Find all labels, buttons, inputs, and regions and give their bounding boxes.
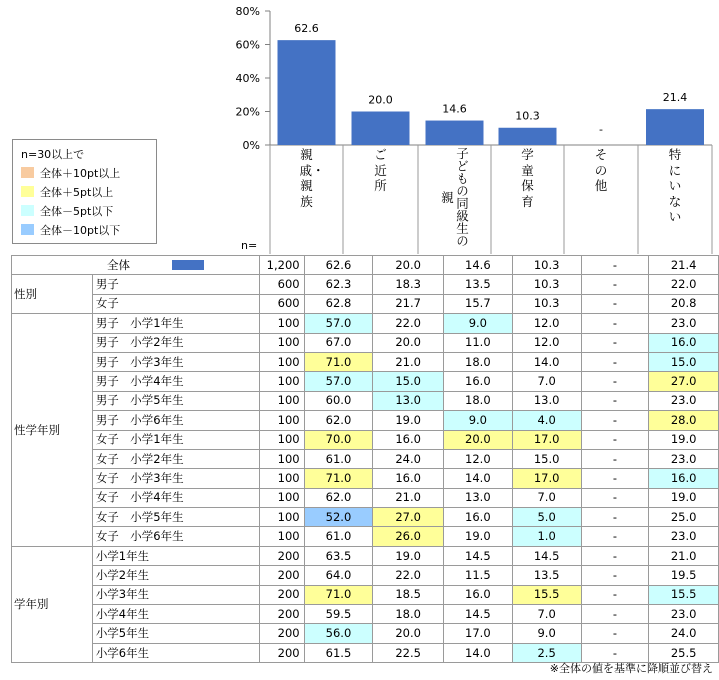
row-label: 男子 小学4年生	[92, 372, 259, 391]
bar-value-label: 20.0	[368, 93, 393, 107]
table-cell: 23.0	[649, 527, 719, 546]
bar	[646, 109, 704, 145]
table-cell: 24.0	[649, 624, 719, 643]
table-cell: 14.6	[443, 256, 512, 275]
row-n: 100	[260, 430, 304, 449]
table-cell: 20.0	[373, 333, 444, 352]
table-cell: 10.3	[512, 256, 581, 275]
table-cell: 4.0	[512, 411, 581, 430]
table-cell: 19.0	[373, 411, 444, 430]
table-cell: -	[581, 256, 649, 275]
table-cell: 21.7	[373, 294, 444, 313]
table-row	[12, 546, 719, 565]
legend-label: 全体－10pt以下	[40, 224, 121, 237]
table-cell: 20.0	[443, 430, 512, 449]
table-cell: 20.0	[373, 624, 444, 643]
table-cell: 18.0	[373, 605, 444, 624]
table-cell: 14.5	[512, 546, 581, 565]
table-cell: 24.0	[373, 449, 444, 468]
legend-label: 全体－5pt以下	[40, 205, 114, 218]
table-cell: 21.0	[373, 352, 444, 371]
row-n: 100	[260, 314, 304, 333]
table-cell: 9.0	[443, 314, 512, 333]
table-cell: 10.3	[512, 294, 581, 313]
legend-item	[21, 222, 151, 238]
table-cell: 67.0	[304, 333, 373, 352]
category-label: 特にいない	[668, 147, 682, 224]
data-table	[11, 255, 719, 663]
table-row	[12, 488, 719, 507]
row-label: 男子 小学3年生	[92, 352, 259, 371]
table-cell: 19.0	[373, 546, 444, 565]
table-cell: -	[581, 643, 649, 662]
table-cell: 23.0	[649, 391, 719, 410]
table-row	[12, 469, 719, 488]
legend-label: 全体＋5pt以上	[40, 186, 114, 199]
row-label: 小学4年生	[92, 605, 259, 624]
table-cell: 2.5	[512, 643, 581, 662]
category-label: 親戚・親族	[299, 147, 325, 209]
row-label: 男子	[92, 275, 259, 294]
row-label: 男子 小学2年生	[92, 333, 259, 352]
table-cell: -	[581, 411, 649, 430]
table-cell: 22.0	[373, 566, 444, 585]
row-label: 小学1年生	[92, 546, 259, 565]
table-cell: 59.5	[304, 605, 373, 624]
bar	[278, 40, 336, 145]
table-cell: 70.0	[304, 430, 373, 449]
table-cell: 56.0	[304, 624, 373, 643]
row-label: 全体	[12, 256, 260, 275]
table-cell: -	[581, 527, 649, 546]
table-cell: 13.5	[443, 275, 512, 294]
table-cell: 5.0	[512, 508, 581, 527]
table-cell: 13.0	[443, 488, 512, 507]
table-row	[12, 391, 719, 410]
row-label: 小学5年生	[92, 624, 259, 643]
group-label: 性別	[12, 275, 93, 314]
table-row	[12, 624, 719, 643]
table-cell: -	[581, 605, 649, 624]
table-row	[12, 508, 719, 527]
table-row	[12, 605, 719, 624]
category-label: 子どもの同級生の親	[439, 147, 470, 247]
row-n: 100	[260, 449, 304, 468]
n-header: n=	[241, 239, 258, 252]
table-cell: 23.0	[649, 449, 719, 468]
table-cell: 16.0	[373, 430, 444, 449]
table-cell: -	[581, 294, 649, 313]
table-cell: 13.0	[512, 391, 581, 410]
table-cell: -	[581, 391, 649, 410]
table-cell: 61.0	[304, 449, 373, 468]
y-tick-label: 40%	[235, 72, 260, 85]
table-cell: 18.0	[443, 352, 512, 371]
table-cell: 27.0	[649, 372, 719, 391]
legend-swatch	[21, 205, 34, 216]
category-label: 学童保育	[521, 147, 534, 209]
row-label: 男子 小学6年生	[92, 411, 259, 430]
table-cell: 20.0	[373, 256, 444, 275]
bar	[352, 112, 410, 146]
row-label: 女子 小学2年生	[92, 449, 259, 468]
row-label: 女子 小学6年生	[92, 527, 259, 546]
table-cell: 12.0	[443, 449, 512, 468]
table-cell: 61.0	[304, 527, 373, 546]
legend-item	[21, 184, 151, 200]
table-cell: 22.5	[373, 643, 444, 662]
row-n: 100	[260, 352, 304, 371]
table-cell: 16.0	[443, 508, 512, 527]
legend-item	[21, 203, 151, 219]
table-cell: 71.0	[304, 352, 373, 371]
row-n: 200	[260, 566, 304, 585]
table-row	[12, 585, 719, 604]
table-cell: 52.0	[304, 508, 373, 527]
table-cell: 14.5	[443, 546, 512, 565]
row-n: 100	[260, 372, 304, 391]
y-tick-label: 20%	[235, 105, 260, 119]
table-cell: 64.0	[304, 566, 373, 585]
table-cell: 62.6	[304, 256, 373, 275]
row-n: 600	[260, 275, 304, 294]
table-row	[12, 333, 719, 352]
table-cell: -	[581, 508, 649, 527]
table-cell: 25.0	[649, 508, 719, 527]
table-cell: 9.0	[443, 411, 512, 430]
table-cell: 11.5	[443, 566, 512, 585]
y-tick-label: 80%	[235, 5, 260, 18]
legend-title: n=30以上で	[21, 148, 85, 161]
table-cell: 14.5	[443, 605, 512, 624]
table-row	[12, 314, 719, 333]
row-n: 200	[260, 643, 304, 662]
y-tick-label: 0%	[242, 139, 260, 152]
table-cell: 19.0	[649, 488, 719, 507]
legend-swatch	[21, 224, 34, 235]
legend-item	[21, 165, 151, 181]
table-cell: 15.0	[649, 352, 719, 371]
row-label: 小学2年生	[92, 566, 259, 585]
row-n: 100	[260, 411, 304, 430]
table-cell: 71.0	[304, 585, 373, 604]
table-cell: 25.5	[649, 643, 719, 662]
legend-label: 全体＋10pt以上	[40, 167, 121, 180]
table-cell: 12.0	[512, 314, 581, 333]
table-cell: 15.0	[512, 449, 581, 468]
group-label: 学年別	[12, 546, 93, 662]
table-cell: 16.0	[649, 469, 719, 488]
row-label: 女子 小学5年生	[92, 508, 259, 527]
table-cell: 7.0	[512, 372, 581, 391]
table-row	[12, 411, 719, 430]
table-cell: 16.0	[443, 372, 512, 391]
table-row	[12, 275, 719, 294]
table-cell: 17.0	[443, 624, 512, 643]
row-n: 200	[260, 546, 304, 565]
row-n: 100	[260, 391, 304, 410]
table-cell: 62.8	[304, 294, 373, 313]
row-n: 100	[260, 333, 304, 352]
table-cell: -	[581, 430, 649, 449]
table-cell: 14.0	[443, 643, 512, 662]
table-cell: -	[581, 585, 649, 604]
table-cell: -	[581, 566, 649, 585]
table-cell: -	[581, 314, 649, 333]
row-n: 100	[260, 527, 304, 546]
table-cell: 61.5	[304, 643, 373, 662]
table-cell: 27.0	[373, 508, 444, 527]
legend-swatch	[21, 186, 34, 197]
table-cell: 19.0	[649, 430, 719, 449]
table-cell: 57.0	[304, 314, 373, 333]
table-cell: 20.8	[649, 294, 719, 313]
table-cell: 21.0	[649, 546, 719, 565]
table-cell: 14.0	[443, 469, 512, 488]
table-cell: 62.0	[304, 488, 373, 507]
table-cell: 23.0	[649, 605, 719, 624]
table-cell: 62.0	[304, 411, 373, 430]
row-label: 男子 小学1年生	[92, 314, 259, 333]
table-row	[12, 527, 719, 546]
legend	[12, 139, 157, 244]
bar	[426, 121, 484, 145]
table-cell: 21.0	[373, 488, 444, 507]
table-cell: 62.3	[304, 275, 373, 294]
table-cell: 16.0	[443, 585, 512, 604]
row-label: 小学3年生	[92, 585, 259, 604]
bar-value-label: 14.6	[442, 102, 467, 116]
row-label: 女子 小学3年生	[92, 469, 259, 488]
table-row	[12, 352, 719, 371]
table-row	[12, 449, 719, 468]
table-cell: -	[581, 333, 649, 352]
table-cell: 15.5	[512, 585, 581, 604]
table-row	[12, 372, 719, 391]
legend-swatch	[21, 167, 34, 178]
table-cell: -	[581, 275, 649, 294]
table-cell: -	[581, 469, 649, 488]
y-tick-label: 60%	[235, 38, 260, 52]
table-cell: 16.0	[373, 469, 444, 488]
table-cell: 63.5	[304, 546, 373, 565]
footnote: ※全体の値を基準に降順並び替え	[549, 662, 713, 675]
table-cell: 22.0	[649, 275, 719, 294]
row-label: 男子 小学5年生	[92, 391, 259, 410]
table-cell: 17.0	[512, 430, 581, 449]
table-cell: 23.0	[649, 314, 719, 333]
table-cell: 7.0	[512, 605, 581, 624]
table-cell: 19.5	[649, 566, 719, 585]
table-row	[12, 430, 719, 449]
table-cell: 26.0	[373, 527, 444, 546]
table-cell: 22.0	[373, 314, 444, 333]
table-cell: 28.0	[649, 411, 719, 430]
row-n: 600	[260, 294, 304, 313]
table-cell: 57.0	[304, 372, 373, 391]
table-cell: 10.3	[512, 275, 581, 294]
table-cell: 7.0	[512, 488, 581, 507]
row-n: 200	[260, 605, 304, 624]
table-cell: -	[581, 488, 649, 507]
table-cell: 71.0	[304, 469, 373, 488]
table-cell: 12.0	[512, 333, 581, 352]
table-cell: 19.0	[443, 527, 512, 546]
table-cell: 13.0	[373, 391, 444, 410]
row-n: 200	[260, 585, 304, 604]
bar-value-label: 21.4	[662, 91, 688, 105]
group-label: 性学年別	[12, 314, 93, 547]
table-cell: 16.0	[649, 333, 719, 352]
row-n: 200	[260, 624, 304, 643]
table-cell: 15.7	[443, 294, 512, 313]
table-cell: 9.0	[512, 624, 581, 643]
table-cell: 18.0	[443, 391, 512, 410]
table-row	[12, 566, 719, 585]
row-n: 100	[260, 488, 304, 507]
table-cell: 1.0	[512, 527, 581, 546]
bar-value-label: -	[599, 123, 603, 136]
row-n: 100	[260, 469, 304, 488]
table-cell: 14.0	[512, 352, 581, 371]
table-cell: -	[581, 449, 649, 468]
table-cell: 15.5	[649, 585, 719, 604]
table-cell: 17.0	[512, 469, 581, 488]
bar	[499, 128, 557, 145]
table-cell: -	[581, 624, 649, 643]
table-cell: -	[581, 352, 649, 371]
table-cell: 60.0	[304, 391, 373, 410]
row-n: 1,200	[260, 256, 304, 275]
table-cell: 18.3	[373, 275, 444, 294]
table-cell: -	[581, 546, 649, 565]
table-cell: 21.4	[649, 256, 719, 275]
table-cell: -	[581, 372, 649, 391]
row-label: 女子 小学1年生	[92, 430, 259, 449]
bar-value-label: 62.6	[294, 22, 319, 36]
category-label: その他	[594, 147, 608, 193]
bar-value-label: 10.3	[515, 109, 540, 123]
row-n: 100	[260, 508, 304, 527]
table-cell: 11.0	[443, 333, 512, 352]
table-cell: 13.5	[512, 566, 581, 585]
table-row	[12, 294, 719, 313]
category-label: ご近所	[374, 147, 387, 193]
row-label: 女子	[92, 294, 259, 313]
row-label: 女子 小学4年生	[92, 488, 259, 507]
table-cell: 15.0	[373, 372, 444, 391]
table-cell: 18.5	[373, 585, 444, 604]
total-bar-marker	[172, 260, 204, 270]
row-label: 小学6年生	[92, 643, 259, 662]
table-row-total	[12, 256, 719, 275]
